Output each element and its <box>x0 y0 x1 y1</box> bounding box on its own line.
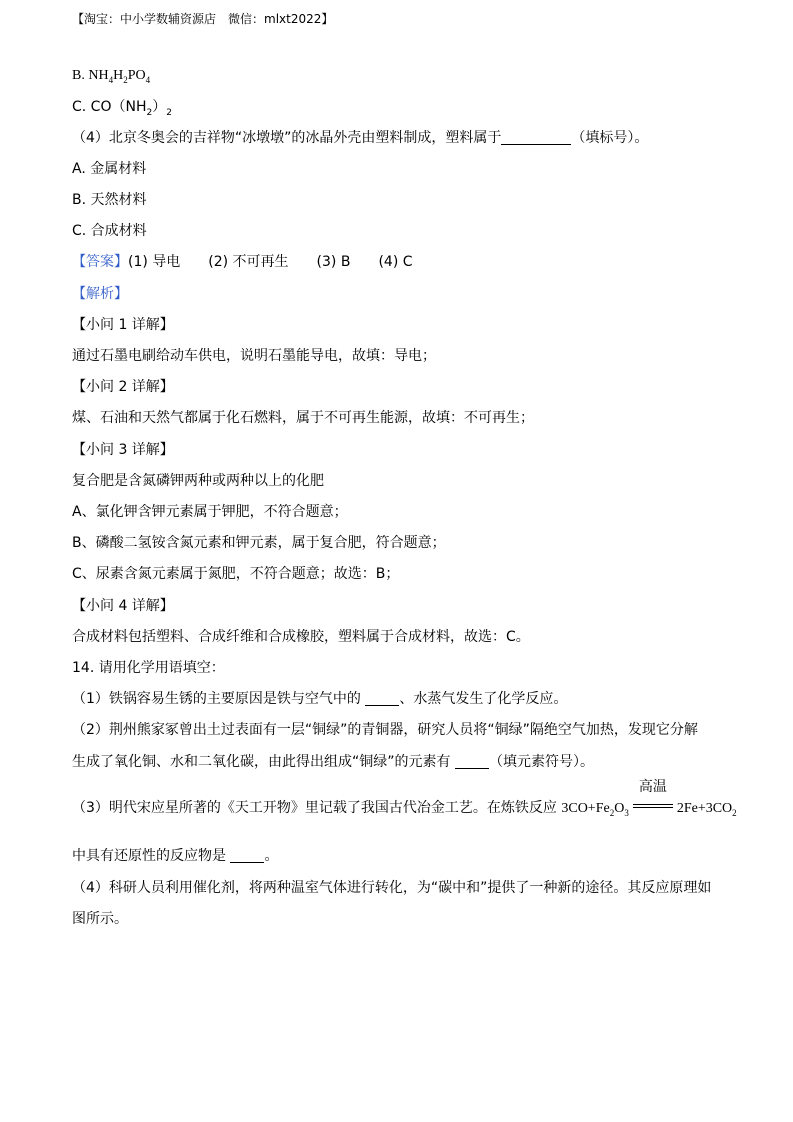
sub-question-3-line-1: 复合肥是含氮磷钾两种或两种以上的化肥 <box>72 473 324 489</box>
sub-question-2-text: 煤、石油和天然气都属于化石燃料，属于不可再生能源，故填：不可再生； <box>72 410 534 426</box>
option-c-text: C. CO（NH <box>72 99 147 115</box>
subscript: 2 <box>123 74 128 85</box>
answer-blank <box>230 848 264 863</box>
sub-question-3-line-3: B、磷酸二氢铵含氮元素和钾元素，属于复合肥，符合题意； <box>72 535 446 551</box>
option-a: A. 金属材料 <box>72 161 147 177</box>
stem-text: 、水蒸气发生了化学反应。 <box>399 691 568 707</box>
subscript: 2 <box>146 107 153 118</box>
analysis-label: 【解析】 <box>72 286 128 302</box>
equation-reactants: O <box>614 801 625 816</box>
subscript: 2 <box>609 807 615 818</box>
sub-question-1-text: 通过石墨电刷给动车供电，说明石墨能导电，故填：导电； <box>72 348 436 364</box>
answer-text: (1) 导电 (2) 不可再生 (3) B (4) C <box>128 254 413 270</box>
reaction-condition: 高温 <box>638 780 667 795</box>
subscript: 3 <box>624 807 629 818</box>
answer-label: 【答案】 <box>72 254 128 270</box>
question-14-part-2-line-2 <box>72 752 594 772</box>
question-14-part-3 <box>72 780 737 823</box>
stem-text: （4）北京冬奥会的吉祥物“冰墩墩”的冰晶外壳由塑料制成，塑料属于 <box>72 130 502 146</box>
equals-bar <box>633 804 673 805</box>
sub-question-3-line-2: A、氯化钾含钾元素属于钾肥，不符合题意； <box>72 504 348 520</box>
page-header: 【淘宝：中小学数辅资源店 微信：mlxt2022】 <box>72 12 334 26</box>
option-b-text: H <box>113 68 124 83</box>
sub-question-1-title: 【小问 1 详解】 <box>72 317 174 333</box>
subscript: 2 <box>732 807 737 818</box>
subscript: 2 <box>166 107 172 118</box>
equation-reactants: 3CO+Fe <box>561 801 610 816</box>
option-b-formula <box>72 66 150 90</box>
stem-text: （1）铁锅容易生锈的主要原因是铁与空气中的 <box>72 691 366 707</box>
equation-products: 2Fe+3CO <box>676 801 733 816</box>
answer-line <box>72 252 413 272</box>
option-b: B. 天然材料 <box>72 192 147 208</box>
question-14-part-2-line-1: （2）荆州熊家冢曾出土过表面有一层“铜绿”的青铜器，研究人员将“铜绿”隔绝空气加热，发现它分解 <box>72 722 698 738</box>
equals-bar <box>633 807 673 808</box>
question-4-stem <box>72 128 648 148</box>
equals-sign-with-condition <box>633 780 673 814</box>
stem-text: （3）明代宋应星所著的《天工开物》里记载了我国古代冶金工艺。在炼铁反应 <box>72 800 562 816</box>
sub-question-3-title: 【小问 3 详解】 <box>72 442 174 458</box>
answer-blank <box>365 691 399 706</box>
stem-text: 中具有还原性的反应物是 <box>72 848 231 864</box>
question-14-title: 14. 请用化学用语填空： <box>72 660 225 676</box>
stem-text: 。 <box>264 848 279 864</box>
sub-question-4-title: 【小问 4 详解】 <box>72 598 174 614</box>
stem-text: （填标号）。 <box>571 130 649 146</box>
option-c-text: ） <box>152 99 167 115</box>
subscript: 4 <box>145 74 151 85</box>
answer-blank <box>501 130 571 145</box>
option-c: C. 合成材料 <box>72 223 147 239</box>
reaction-equation <box>561 780 737 818</box>
question-14-part-3-line-2 <box>72 846 278 866</box>
subscript: 4 <box>108 74 114 85</box>
question-14-part-1 <box>72 689 567 709</box>
question-14-part-4-line-2: 图所示。 <box>72 911 128 927</box>
sub-question-3-line-4: C、尿素含氮元素属于氮肥，不符合题意；故选：B； <box>72 566 400 582</box>
option-b-text: PO <box>127 68 146 83</box>
question-14-part-4-line-1: （4）科研人员利用催化剂，将两种温室气体进行转化，为“碳中和”提供了一种新的途径。其反应原理如 <box>72 880 712 896</box>
stem-text: （填元素符号）。 <box>488 754 594 770</box>
sub-question-4-text: 合成材料包括塑料、合成纤维和合成橡胶，塑料属于合成材料，故选：C。 <box>72 629 530 645</box>
answer-blank <box>455 754 489 769</box>
sub-question-2-title: 【小问 2 详解】 <box>72 379 174 395</box>
stem-text: 生成了氧化铜、水和二氧化碳，由此得出组成“铜绿”的元素有 <box>72 754 455 770</box>
option-b-text: B. NH <box>72 68 109 83</box>
option-c-formula <box>72 97 172 123</box>
